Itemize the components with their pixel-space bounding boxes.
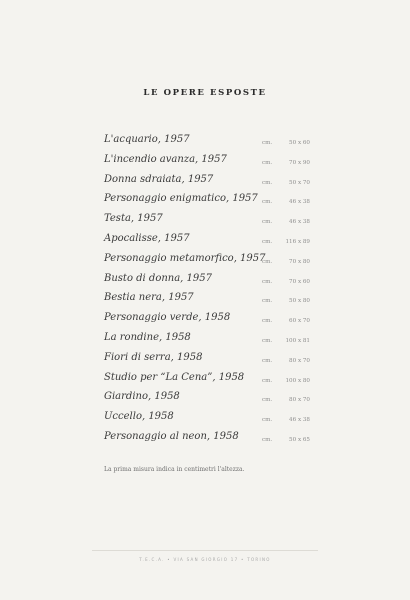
work-row bbox=[104, 252, 314, 272]
works-list bbox=[104, 133, 314, 450]
work-size-dims: 46 x 38 bbox=[289, 199, 310, 206]
work-size-dims: 46 x 38 bbox=[289, 219, 310, 226]
printer-footer: T.E.C.A. • VIA SAN GIORGIO 17 • TORINO bbox=[139, 557, 271, 562]
work-title: Personaggio verde, 1958 bbox=[104, 312, 231, 324]
work-size-unit: cm. bbox=[262, 179, 273, 186]
work-row bbox=[104, 390, 314, 410]
measurement-note: La prima misura indica in centimetri l'altezza. bbox=[104, 466, 245, 473]
work-size-unit: cm. bbox=[262, 219, 273, 226]
footer-divider bbox=[92, 550, 318, 551]
work-size-dims: 50 x 70 bbox=[289, 179, 310, 186]
work-size-dims: 70 x 60 bbox=[289, 278, 310, 285]
work-row bbox=[104, 410, 314, 430]
work-size-unit: cm. bbox=[262, 318, 273, 325]
work-title: Bestia nera, 1957 bbox=[104, 292, 194, 304]
work-row bbox=[104, 351, 314, 371]
work-title: Fiori di serra, 1958 bbox=[104, 351, 203, 363]
work-title: L'incendio avanza, 1957 bbox=[104, 153, 227, 165]
work-size-unit: cm. bbox=[262, 417, 273, 424]
work-title: L'acquario, 1957 bbox=[104, 134, 190, 145]
work-title: La rondine, 1958 bbox=[104, 331, 191, 343]
work-size-dims: 50 x 60 bbox=[289, 140, 310, 146]
work-title: Donna sdraiata, 1957 bbox=[104, 173, 214, 185]
work-title: Uccello, 1958 bbox=[104, 411, 174, 423]
work-row bbox=[104, 331, 314, 351]
work-size-unit: cm. bbox=[262, 357, 273, 364]
work-size-dims: 70 x 90 bbox=[289, 159, 310, 166]
work-title: Busto di donna, 1957 bbox=[104, 272, 212, 284]
work-title: Giardino, 1958 bbox=[104, 391, 180, 403]
work-row bbox=[104, 173, 314, 193]
work-title: Apocalisse, 1957 bbox=[104, 232, 190, 244]
work-size-unit: cm. bbox=[262, 298, 273, 305]
work-row bbox=[104, 133, 314, 153]
work-row bbox=[104, 272, 314, 292]
work-size-dims: 50 x 65 bbox=[289, 436, 310, 443]
work-title: Personaggio metamorfico, 1957 bbox=[104, 252, 266, 264]
work-size-dims: 100 x 81 bbox=[285, 337, 310, 344]
work-size-dims: 80 x 70 bbox=[289, 397, 310, 404]
work-title: Studio per “La Cena”, 1958 bbox=[104, 371, 245, 383]
work-size-dims: 50 x 80 bbox=[289, 298, 310, 305]
work-size-unit: cm. bbox=[262, 377, 273, 384]
work-size-dims: 116 x 89 bbox=[285, 238, 310, 245]
work-row bbox=[104, 192, 314, 212]
work-size-unit: cm. bbox=[262, 238, 273, 245]
work-row bbox=[104, 430, 314, 450]
work-size-dims: 100 x 80 bbox=[285, 377, 310, 384]
work-size-unit: cm. bbox=[262, 278, 273, 285]
page-title: LE OPERE ESPOSTE bbox=[143, 88, 267, 98]
work-title: Personaggio al neon, 1958 bbox=[104, 430, 239, 442]
work-size-unit: cm. bbox=[262, 436, 273, 443]
work-size-unit: cm. bbox=[262, 199, 273, 206]
work-row bbox=[104, 212, 314, 232]
work-size-unit: cm. bbox=[262, 337, 273, 344]
work-row bbox=[104, 291, 314, 311]
work-row bbox=[104, 311, 314, 331]
work-size-unit: cm. bbox=[262, 397, 273, 404]
work-size-unit: cm. bbox=[262, 159, 273, 166]
work-size-unit: cm. bbox=[262, 258, 273, 265]
work-row bbox=[104, 371, 314, 391]
work-size-dims: 80 x 70 bbox=[289, 357, 310, 364]
work-size-dims: 46 x 38 bbox=[289, 417, 310, 424]
work-row bbox=[104, 153, 314, 173]
work-size-unit: cm. bbox=[262, 140, 273, 146]
work-size-dims: 70 x 80 bbox=[289, 258, 310, 265]
work-row bbox=[104, 232, 314, 252]
work-title: Testa, 1957 bbox=[104, 213, 163, 225]
work-title: Personaggio enigmatico, 1957 bbox=[104, 193, 258, 205]
work-size-dims: 60 x 70 bbox=[289, 318, 310, 325]
